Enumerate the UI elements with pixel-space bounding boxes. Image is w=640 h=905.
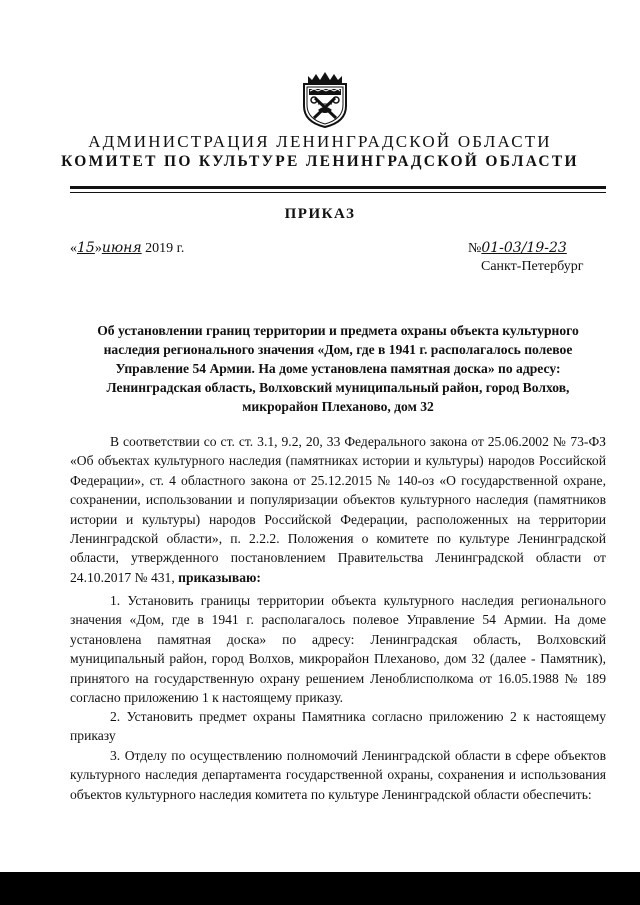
preamble-text: В соответствии со ст. ст. 3.1, 9.2, 20, 33 Федерального закона от 25.06.2002 № 73-ФЗ «Об объектах культурного наследия (памятниках истории и культуры) народов Российской Федерации», ст. 4 областного закона от 25.12.2015 № 140-оз «О государственной охране, сохранении, использовании и популяризации объектов культурного наследия (памятников истории и культуры) народов Российской Федерации, расположенных на территории Ленинградской области», п. 2.2.2. Положения о комитете по культуре Ленинградской области, утвержденного постановлением Правительства Ленинградской области от 24.10.2017 № 431, (70, 434, 606, 585)
number-value: 01-03/19-23 (481, 240, 567, 256)
item-2-paragraph: 2. Установить предмет охраны Памятника согласно приложению 2 к настоящему приказу (70, 709, 606, 744)
date-month: июня (101, 240, 142, 256)
date-close-quote: » (94, 241, 102, 256)
subject-line: Ленинградская область, Волховский муниципальный район, город Волхов, (106, 380, 570, 395)
order-date (70, 239, 184, 258)
item-1-paragraph: 1. Установить границы территории объекта культурного наследия регионального значения «Дом, где в 1941 г. располагалось полевое Управление 54 Армии. На доме установлена памятная доска» по адресу: Ленинградская область, Волховский муниципальный район, город Волхов, микрорайон Плеханово, дом 32 (далее - Памятник), принятого на государственную охрану решением Леноблисполкома от 16.05.1988 № 189 согласно приложению 1 к настоящему приказу. (70, 593, 606, 706)
subject-line: наследия регионального значения «Дом, где в 1941 г. располагалось полевое (103, 342, 573, 357)
number-label: № (468, 241, 482, 256)
subject-line: Об установлении границ территории и предмета охраны объекта культурного (97, 323, 579, 338)
order-number (468, 239, 567, 258)
header-rule-thin (70, 192, 606, 193)
administration-title: АДМИНИСТРАЦИЯ ЛЕНИНГРАДСКОЙ ОБЛАСТИ (88, 132, 552, 151)
subject-line: Управление 54 Армии. На доме установлена памятная доска» по адресу: (115, 361, 561, 376)
date-day: 15 (77, 240, 95, 256)
leningrad-oblast-coat-of-arms-icon (300, 70, 350, 128)
date-year: 2019 г. (145, 241, 185, 256)
decree-word: приказываю: (178, 569, 261, 585)
item-3-paragraph: 3. Отделу по осуществлению полномочий Ленинградской области в сфере объектов культурного наследия департамента государственной охраны, сохранения и использования объектов культурного наследия комитета по культуре Ленинградской области обеспечить: (70, 748, 606, 802)
order-title: ПРИКАЗ (284, 206, 356, 222)
date-open-quote: « (70, 241, 77, 256)
order-subject (70, 321, 606, 416)
order-city: Санкт-Петербург (481, 259, 584, 274)
scan-bottom-edge (0, 872, 640, 905)
header-rule-thick (70, 186, 606, 189)
committee-title: КОМИТЕТ ПО КУЛЬТУРЕ ЛЕНИНГРАДСКОЙ ОБЛАСТИ (61, 153, 579, 170)
preamble-paragraph (70, 432, 606, 587)
subject-line: микрорайон Плеханово, дом 32 (242, 399, 434, 414)
